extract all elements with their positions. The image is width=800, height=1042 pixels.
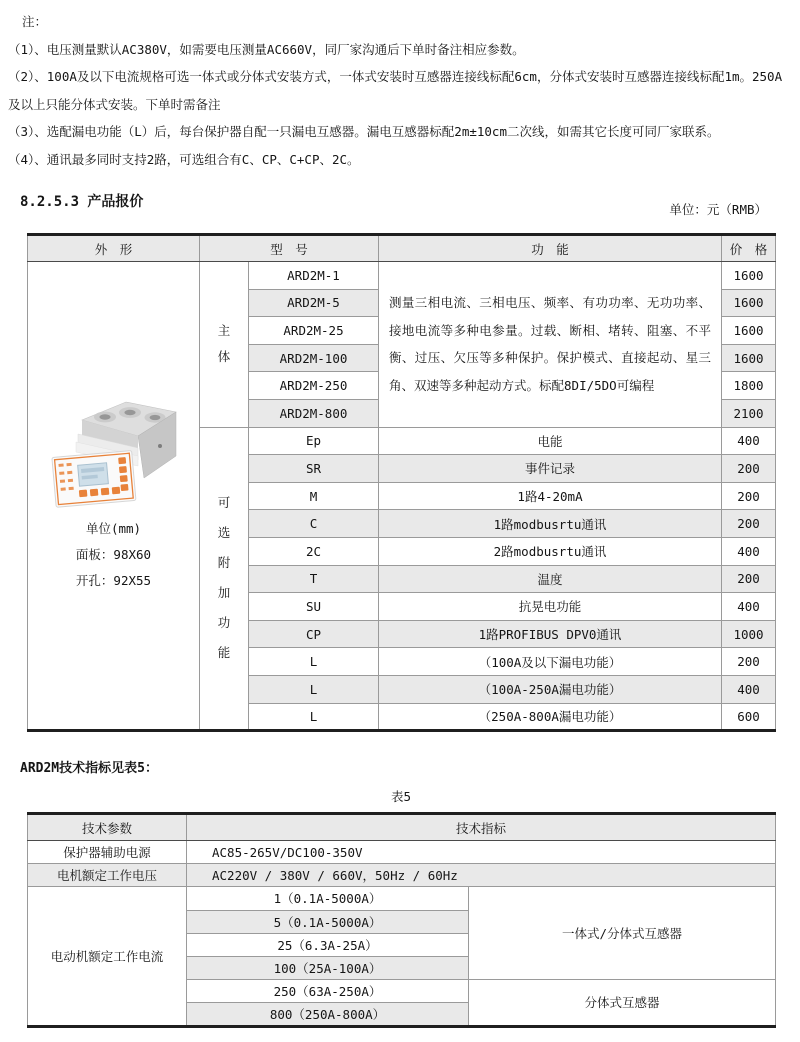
dimension-panel: 面板：98X60	[75, 546, 152, 562]
col-header-model: 型 号	[200, 235, 379, 262]
tech-table-header	[28, 814, 776, 841]
function-cell: 1路modbusrtu通讯	[379, 510, 722, 538]
group-label-main: 主体	[200, 262, 249, 428]
note-item-4: （4）、通讯最多同时支持2路，可选组合有C、CP、C+CP、2C。	[8, 151, 360, 167]
main-function-cell: 测量三相电流、三相电压、频率、有功功率、无功功率、接地电流等多种电参量。过载、断相、堵转、阻塞、不平衡、过压、欠压等多种保护。保护模式、直接起动、星三角、双速等多种起动方式。标配8DI/5DO可编程	[379, 262, 722, 428]
price-table-header	[28, 235, 776, 262]
param-cell-current: 电动机额定工作电流	[28, 887, 187, 1026]
table-row	[28, 262, 776, 290]
price-cell: 200	[722, 510, 776, 538]
tech-intro: ARD2M技术指标见表5：	[20, 761, 158, 776]
model-cell: L	[249, 675, 379, 703]
price-cell: 1800	[722, 372, 776, 400]
model-cell: ARD2M-800	[249, 399, 379, 427]
note-item-2: （2）、100A及以下电流规格可选一体式或分体式安装方式，一体式安装时互感器连接线标配6cm，分体式安装时互感器连接线标配1m。250A及以上只能分体式安装。下单时需备注	[8, 69, 783, 112]
value-cell: AC85-265V/DC100-350V	[187, 841, 776, 864]
price-cell: 600	[722, 703, 776, 731]
model-cell: C	[249, 510, 379, 538]
price-cell: 400	[722, 593, 776, 621]
function-cell: 抗晃电功能	[379, 593, 722, 621]
value-cell: AC220V / 380V / 660V，50Hz / 60Hz	[187, 864, 776, 887]
table-row	[28, 864, 776, 887]
ct-type-split-cell: 分体式互感器	[469, 980, 776, 1026]
param-cell: 保护器辅助电源	[28, 841, 187, 864]
model-cell: ARD2M-250	[249, 372, 379, 400]
notes-block	[8, 8, 784, 174]
model-cell: L	[249, 648, 379, 676]
model-cell: L	[249, 703, 379, 731]
function-cell: 事件记录	[379, 455, 722, 483]
product-photo	[48, 398, 180, 514]
model-cell: ARD2M-100	[249, 344, 379, 372]
price-cell: 200	[722, 455, 776, 483]
price-cell: 1600	[722, 344, 776, 372]
table-row	[28, 841, 776, 864]
price-cell: 200	[722, 482, 776, 510]
price-cell: 1000	[722, 620, 776, 648]
price-cell: 200	[722, 648, 776, 676]
price-cell: 2100	[722, 399, 776, 427]
model-cell: ARD2M-25	[249, 317, 379, 345]
tech-table	[27, 812, 776, 1028]
col-header-param: 技术参数	[28, 814, 187, 841]
current-cell: 100（25A-100A）	[187, 956, 469, 979]
price-unit-label: 单位：元（RMB）	[669, 202, 767, 217]
current-cell: 800（250A-800A）	[187, 1003, 469, 1026]
function-cell: 1路4-20mA	[379, 482, 722, 510]
function-cell: 温度	[379, 565, 722, 593]
function-cell: 电能	[379, 427, 722, 455]
table5-caption: 表5	[390, 789, 412, 804]
section-title: 8.2.5.3 产品报价	[20, 194, 144, 210]
col-header-shape: 外 形	[28, 235, 200, 262]
current-cell: 25（6.3A-25A）	[187, 933, 469, 956]
model-cell: ARD2M-5	[249, 289, 379, 317]
col-header-function: 功 能	[379, 235, 722, 262]
price-table	[27, 233, 776, 732]
model-cell: ARD2M-1	[249, 262, 379, 290]
current-cell: 250（63A-250A）	[187, 980, 469, 1003]
price-cell: 1600	[722, 289, 776, 317]
col-header-price: 价 格	[722, 235, 776, 262]
price-cell: 1600	[722, 317, 776, 345]
model-cell: 2C	[249, 537, 379, 565]
note-item-1: （1）、电压测量默认AC380V，如需要电压测量AC660V，同厂家沟通后下单时备注相应参数。	[8, 41, 525, 57]
note-item-3: （3）、选配漏电功能（L）后，每台保护器自配一只漏电互感器。漏电互感器标配2m±10cm二次线，如需其它长度可同厂家联系。	[8, 124, 720, 140]
function-cell: （100A及以下漏电功能）	[379, 648, 722, 676]
price-cell: 400	[722, 675, 776, 703]
current-cell: 1（0.1A-5000A）	[187, 887, 469, 910]
group-label-addon: 可选附加功能	[200, 427, 249, 731]
function-cell: （100A-250A漏电功能）	[379, 675, 722, 703]
notes-title: 注：	[22, 14, 48, 29]
col-header-spec: 技术指标	[187, 814, 776, 841]
shape-cell	[28, 262, 200, 731]
dimension-cutout: 开孔：92X55	[75, 572, 152, 588]
ct-type-integrated-cell: 一体式/分体式互感器	[469, 887, 776, 980]
param-cell: 电机额定工作电压	[28, 864, 187, 887]
current-cell: 5（0.1A-5000A）	[187, 910, 469, 933]
price-cell: 400	[722, 537, 776, 565]
model-cell: M	[249, 482, 379, 510]
price-cell: 1600	[722, 262, 776, 290]
model-cell: Ep	[249, 427, 379, 455]
table-row	[28, 887, 776, 910]
model-cell: SU	[249, 593, 379, 621]
price-cell: 400	[722, 427, 776, 455]
function-cell: （250A-800A漏电功能）	[379, 703, 722, 731]
dimension-unit: 单位(mm)	[85, 520, 142, 536]
model-cell: SR	[249, 455, 379, 483]
model-cell: CP	[249, 620, 379, 648]
function-cell: 1路PROFIBUS DPV0通讯	[379, 620, 722, 648]
model-cell: T	[249, 565, 379, 593]
function-cell: 2路modbusrtu通讯	[379, 537, 722, 565]
price-cell: 200	[722, 565, 776, 593]
